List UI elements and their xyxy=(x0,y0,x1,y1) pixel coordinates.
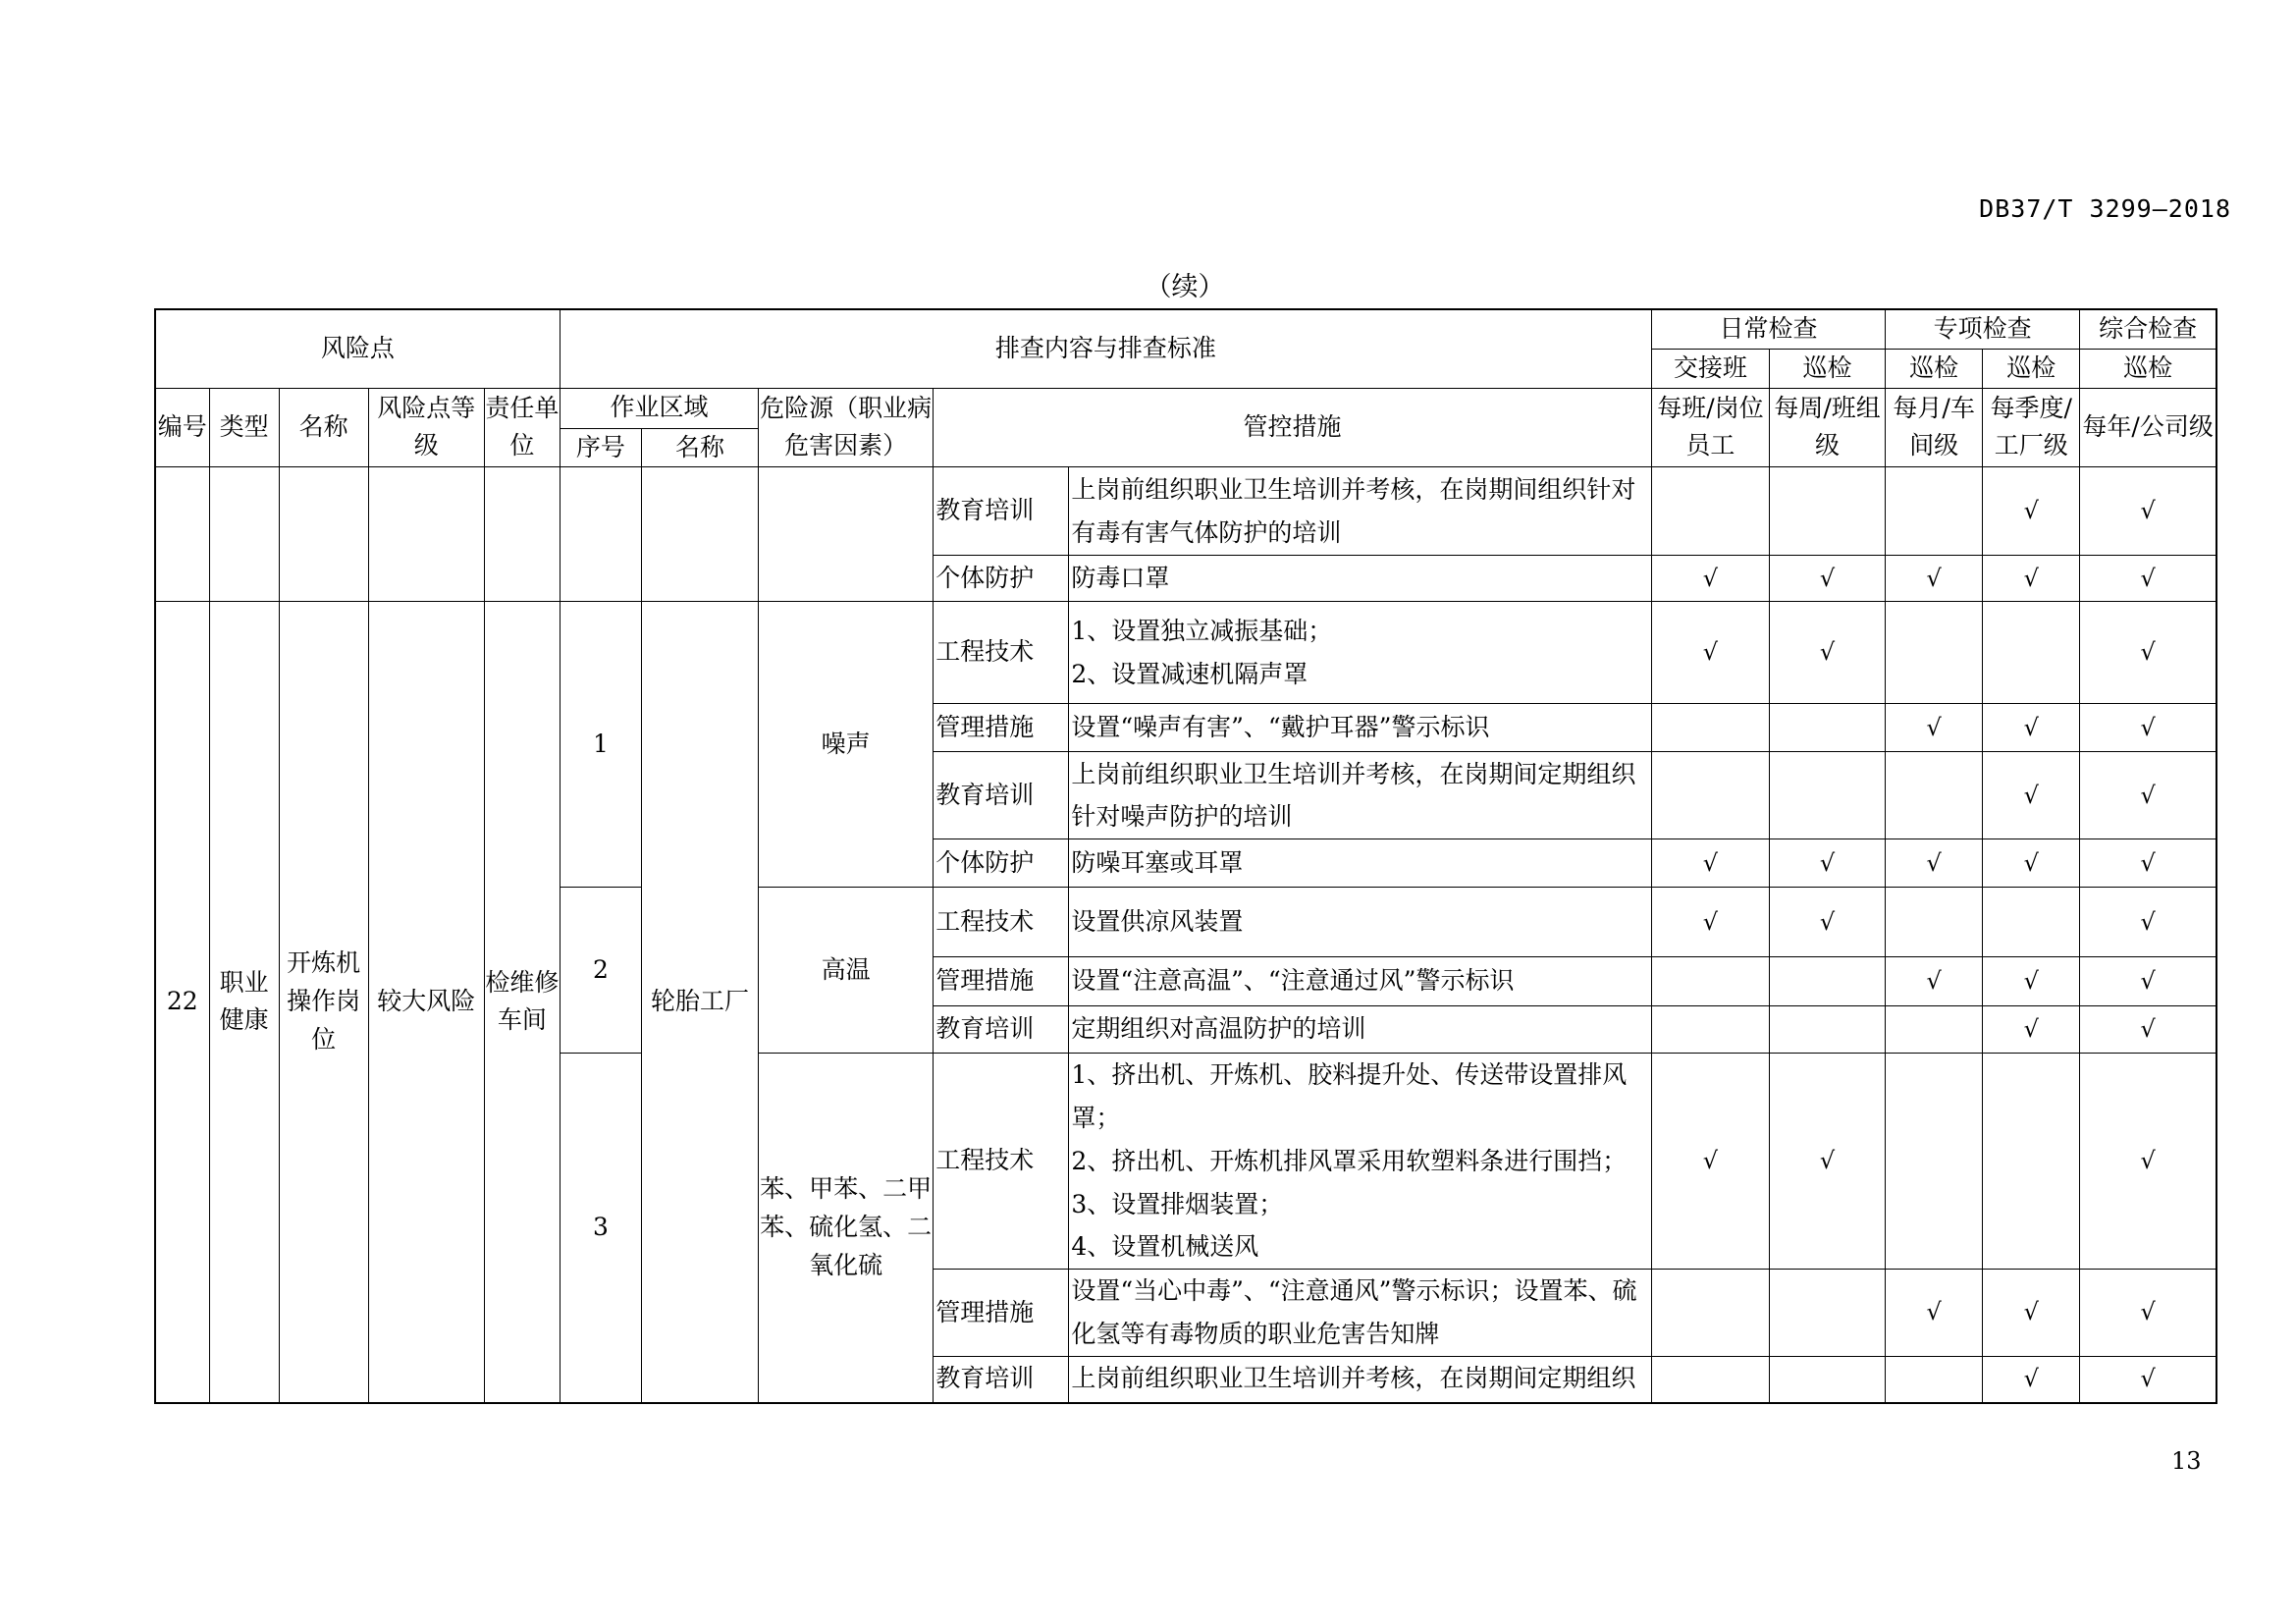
check-mark: √ xyxy=(2080,1357,2216,1403)
check-mark: √ xyxy=(1769,602,1885,704)
header-comprehensive-check: 综合检查 xyxy=(2080,309,2216,349)
measure-line: 1、设置独立减振基础； xyxy=(1071,617,1333,645)
check-cell xyxy=(1651,752,1769,839)
area-seq: 2 xyxy=(560,888,641,1054)
hazard-source: 噪声 xyxy=(759,602,934,888)
check-cell xyxy=(1983,888,2080,957)
header-responsible-unit: 责任单位 xyxy=(484,388,560,467)
check-mark: √ xyxy=(1983,957,2080,1006)
measure-text: 防毒口罩 xyxy=(1069,556,1652,602)
check-cell xyxy=(1886,1054,1983,1270)
page-number: 13 xyxy=(2171,1447,2202,1475)
header-inspection-content: 排查内容与排查标准 xyxy=(560,309,1651,388)
check-mark: √ xyxy=(2080,556,2216,602)
prev-cell xyxy=(484,467,560,602)
check-mark: √ xyxy=(1886,957,1983,1006)
check-mark: √ xyxy=(1651,1054,1769,1270)
measure-category: 教育培训 xyxy=(934,467,1069,556)
measure-text: 设置“噪声有害”、“戴护耳器”警示标识 xyxy=(1069,704,1652,752)
measure-line: 4、设置机械送风 xyxy=(1071,1232,1259,1262)
header-freq-year: 每年/公司级 xyxy=(2080,388,2216,467)
check-mark: √ xyxy=(1983,556,2080,602)
header-patrol: 巡检 xyxy=(1983,349,2080,388)
responsible-unit: 检维修车间 xyxy=(484,602,560,1403)
measure-line: 2、设置减速机隔声罩 xyxy=(1071,659,1308,688)
measure-text: 上岗前组织职业卫生培训并考核，在岗期间定期组织 xyxy=(1069,1357,1652,1403)
check-mark: √ xyxy=(1983,704,2080,752)
check-mark: √ xyxy=(1651,556,1769,602)
check-cell xyxy=(1651,467,1769,556)
check-cell xyxy=(1769,1006,1885,1054)
check-mark: √ xyxy=(2080,839,2216,888)
risk-table xyxy=(154,308,2217,1404)
check-mark: √ xyxy=(2080,888,2216,957)
check-mark: √ xyxy=(1983,1270,2080,1357)
check-mark: √ xyxy=(1983,467,2080,556)
prev-cell xyxy=(155,467,209,602)
check-cell xyxy=(1983,1054,2080,1270)
header-freq-month: 每月/车间级 xyxy=(1886,388,1983,467)
check-cell xyxy=(1886,602,1983,704)
measure-category: 教育培训 xyxy=(934,752,1069,839)
measure-category: 工程技术 xyxy=(934,888,1069,957)
check-cell xyxy=(1886,1357,1983,1403)
measure-category: 管理措施 xyxy=(934,957,1069,1006)
measure-category: 教育培训 xyxy=(934,1006,1069,1054)
header-handover: 交接班 xyxy=(1651,349,1769,388)
header-risk-point: 风险点 xyxy=(155,309,560,388)
check-mark: √ xyxy=(2080,957,2216,1006)
risk-number: 22 xyxy=(155,602,209,1403)
check-cell xyxy=(1769,1270,1885,1357)
header-patrol: 巡检 xyxy=(1886,349,1983,388)
measure-text xyxy=(1069,602,1652,704)
measure-text: 定期组织对高温防护的培训 xyxy=(1069,1006,1652,1054)
check-cell xyxy=(1651,957,1769,1006)
header-type: 类型 xyxy=(209,388,279,467)
measure-line: 3、设置排烟装置； xyxy=(1071,1189,1284,1218)
check-mark: √ xyxy=(1886,839,1983,888)
header-special-check: 专项检查 xyxy=(1886,309,2080,349)
check-mark: √ xyxy=(2080,602,2216,704)
check-cell xyxy=(1651,1357,1769,1403)
measure-text: 设置“当心中毒”、“注意通风”警示标识；设置苯、硫化氢等有毒物质的职业危害告知牌 xyxy=(1069,1270,1652,1357)
continued-title: （续） xyxy=(1145,272,1225,302)
measure-category: 个体防护 xyxy=(934,556,1069,602)
check-mark: √ xyxy=(1886,556,1983,602)
check-mark: √ xyxy=(1769,556,1885,602)
check-mark: √ xyxy=(1769,839,1885,888)
prev-cell xyxy=(209,467,279,602)
check-cell xyxy=(1886,888,1983,957)
header-freq-week: 每周/班组级 xyxy=(1769,388,1885,467)
check-mark: √ xyxy=(1651,839,1769,888)
prev-cell xyxy=(368,467,484,602)
check-cell xyxy=(1983,602,2080,704)
prev-cell xyxy=(759,467,934,602)
measure-text: 防噪耳塞或耳罩 xyxy=(1069,839,1652,888)
header-number: 编号 xyxy=(155,388,209,467)
hazard-source: 苯、甲苯、二甲苯、硫化氢、二氧化硫 xyxy=(759,1054,934,1403)
check-cell xyxy=(1769,467,1885,556)
measure-text: 设置供凉风装置 xyxy=(1069,888,1652,957)
check-mark: √ xyxy=(1769,888,1885,957)
check-mark: √ xyxy=(1651,602,1769,704)
measure-category: 个体防护 xyxy=(934,839,1069,888)
area-name: 轮胎工厂 xyxy=(641,602,758,1403)
check-mark: √ xyxy=(1651,888,1769,957)
header-work-area: 作业区域 xyxy=(560,388,758,428)
header-control-measures: 管控措施 xyxy=(934,388,1652,467)
document-code: DB37/T 3299—2018 xyxy=(1979,194,2231,223)
measure-category: 工程技术 xyxy=(934,602,1069,704)
check-mark: √ xyxy=(2080,752,2216,839)
header-name: 名称 xyxy=(279,388,368,467)
check-mark: √ xyxy=(1983,1357,2080,1403)
check-cell xyxy=(1886,467,1983,556)
header-patrol: 巡检 xyxy=(1769,349,1885,388)
header-hazard: 危险源（职业病危害因素） xyxy=(759,388,934,467)
check-cell xyxy=(1651,1006,1769,1054)
measure-category: 管理措施 xyxy=(934,1270,1069,1357)
check-cell xyxy=(1769,752,1885,839)
risk-level: 较大风险 xyxy=(368,602,484,1403)
check-mark: √ xyxy=(1983,752,2080,839)
check-mark: √ xyxy=(1983,1006,2080,1054)
check-cell xyxy=(1886,1006,1983,1054)
measure-category: 工程技术 xyxy=(934,1054,1069,1270)
header-risk-level: 风险点等级 xyxy=(368,388,484,467)
measure-text: 设置“注意高温”、“注意通过风”警示标识 xyxy=(1069,957,1652,1006)
header-freq-shift: 每班/岗位员工 xyxy=(1651,388,1769,467)
measure-text: 上岗前组织职业卫生培训并考核，在岗期间组织针对有毒有害气体防护的培训 xyxy=(1069,467,1652,556)
header-area-name: 名称 xyxy=(641,428,758,467)
prev-cell xyxy=(641,467,758,602)
check-mark: √ xyxy=(2080,1054,2216,1270)
check-cell xyxy=(1651,1270,1769,1357)
check-mark: √ xyxy=(1769,1054,1885,1270)
header-daily-check: 日常检查 xyxy=(1651,309,1885,349)
check-mark: √ xyxy=(2080,467,2216,556)
prev-cell xyxy=(560,467,641,602)
measure-category: 管理措施 xyxy=(934,704,1069,752)
area-seq: 1 xyxy=(560,602,641,888)
header-area-seq: 序号 xyxy=(560,428,641,467)
hazard-source: 高温 xyxy=(759,888,934,1054)
check-cell xyxy=(1769,1357,1885,1403)
measure-line: 1、挤出机、开炼机、胶料提升处、传送带设置排风罩； xyxy=(1071,1060,1628,1132)
measure-line: 2、挤出机、开炼机排风罩采用软塑料条进行围挡； xyxy=(1071,1146,1628,1175)
area-seq: 3 xyxy=(560,1054,641,1403)
measure-text: 上岗前组织职业卫生培训并考核，在岗期间定期组织针对噪声防护的培训 xyxy=(1069,752,1652,839)
measure-category: 教育培训 xyxy=(934,1357,1069,1403)
check-mark: √ xyxy=(2080,1006,2216,1054)
risk-type: 职业健康 xyxy=(209,602,279,1403)
check-mark: √ xyxy=(2080,1270,2216,1357)
check-cell xyxy=(1769,957,1885,1006)
header-patrol: 巡检 xyxy=(2080,349,2216,388)
risk-name: 开炼机操作岗位 xyxy=(279,602,368,1403)
prev-cell xyxy=(279,467,368,602)
measure-text xyxy=(1069,1054,1652,1270)
check-cell xyxy=(1886,752,1983,839)
check-cell xyxy=(1651,704,1769,752)
check-mark: √ xyxy=(1886,704,1983,752)
check-mark: √ xyxy=(2080,704,2216,752)
header-freq-quarter: 每季度/工厂级 xyxy=(1983,388,2080,467)
check-cell xyxy=(1769,704,1885,752)
check-mark: √ xyxy=(1983,839,2080,888)
check-mark: √ xyxy=(1886,1270,1983,1357)
